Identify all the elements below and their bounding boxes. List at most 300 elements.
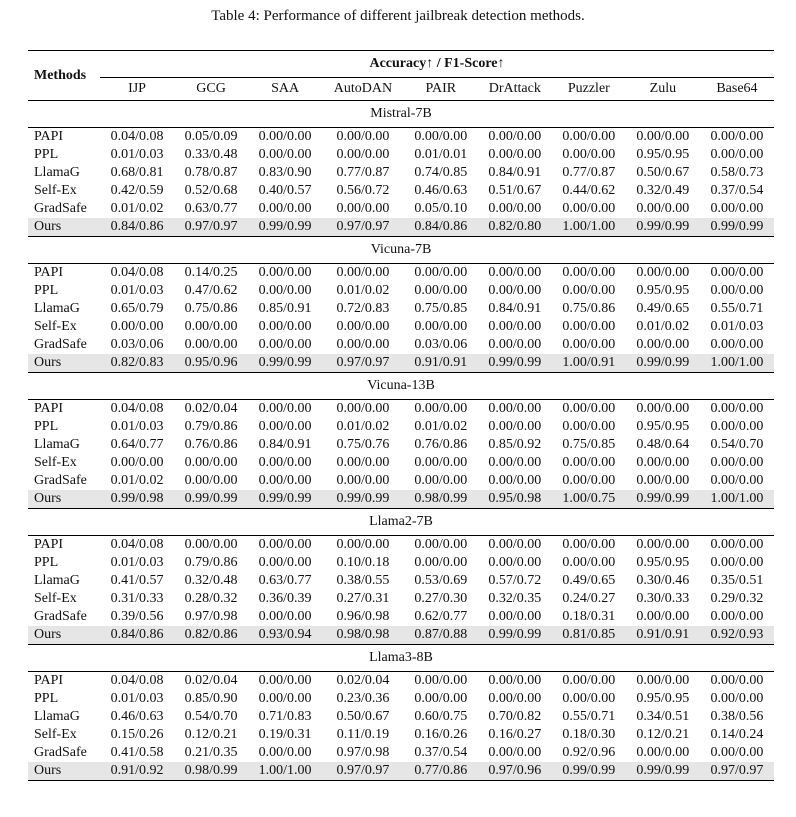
metric-cell: 0.84/0.91 (488, 165, 542, 180)
metric-cell: 1.00/0.91 (552, 354, 626, 373)
metric-cell: 0.00/0.00 (258, 691, 312, 706)
metric-cell: 0.00/0.00 (488, 537, 542, 552)
method-name: LlamaG (34, 437, 80, 452)
metric-cell: 0.52/0.68 (184, 183, 238, 198)
metric-cell: 0.00/0.00 (184, 537, 238, 552)
metric-cell: 0.79/0.86 (184, 555, 238, 570)
method-name: PPL (34, 419, 59, 434)
metric-cell: 0.00/0.00 (636, 609, 690, 624)
method-name: LlamaG (34, 709, 80, 724)
metric-cell: 0.84/0.86 (100, 218, 174, 237)
metric-cell: 0.96/0.98 (336, 609, 390, 624)
metric-cell: 0.02/0.04 (184, 673, 238, 688)
table-row (28, 690, 774, 708)
metric-cell: 0.05/0.10 (414, 201, 468, 216)
metric-cell: 0.00/0.00 (414, 555, 468, 570)
metric-cell: 0.00/0.00 (258, 283, 312, 298)
table-row (28, 146, 774, 164)
metric-cell: 0.00/0.00 (258, 609, 312, 624)
metric-cell: 0.01/0.03 (110, 691, 164, 706)
metric-cell: 0.46/0.63 (110, 709, 164, 724)
method-name: GradSafe (34, 745, 87, 760)
metric-cell: 0.77/0.87 (562, 165, 616, 180)
metric-cell: 0.99/0.99 (626, 218, 700, 237)
metric-cell: 0.00/0.00 (258, 537, 312, 552)
metric-cell: 0.97/0.98 (184, 609, 238, 624)
metric-cell: 0.00/0.00 (488, 401, 542, 416)
metric-cell: 0.99/0.99 (552, 762, 626, 781)
metric-cell: 0.99/0.99 (174, 490, 248, 509)
metric-cell: 0.99/0.99 (626, 762, 700, 781)
metric-cell: 0.32/0.49 (636, 183, 690, 198)
metric-cell: 0.00/0.00 (562, 283, 616, 298)
metric-cell: 0.99/0.99 (322, 490, 404, 509)
metric-cell: 0.85/0.90 (184, 691, 238, 706)
metric-cell: 0.00/0.00 (636, 455, 690, 470)
metric-cell: 0.38/0.56 (710, 709, 764, 724)
metric-cell: 0.70/0.82 (488, 709, 542, 724)
metric-cell: 0.82/0.80 (478, 218, 552, 237)
table-row (28, 264, 774, 283)
metric-cell: 0.00/0.00 (184, 319, 238, 334)
metric-cell: 0.18/0.31 (562, 609, 616, 624)
metric-cell: 0.00/0.00 (258, 673, 312, 688)
metric-cell: 0.95/0.95 (636, 147, 690, 162)
method-name: GradSafe (34, 609, 87, 624)
column-header: IJP (128, 81, 146, 96)
metric-cell: 0.00/0.00 (414, 129, 468, 144)
metric-cell: 0.85/0.92 (488, 437, 542, 452)
metric-cell: 0.11/0.19 (336, 727, 390, 742)
metric-cell: 0.00/0.00 (488, 609, 542, 624)
metric-cell: 0.76/0.86 (414, 437, 468, 452)
metric-cell: 0.97/0.97 (322, 218, 404, 237)
metric-cell: 0.00/0.00 (488, 283, 542, 298)
metric-cell: 0.98/0.98 (322, 626, 404, 645)
method-name: LlamaG (34, 165, 80, 180)
metric-cell: 0.98/0.99 (404, 490, 478, 509)
metric-cell: 0.00/0.00 (184, 337, 238, 352)
metric-cell: 0.00/0.00 (414, 401, 468, 416)
metric-cell: 0.36/0.39 (258, 591, 312, 606)
metric-cell: 0.00/0.00 (336, 401, 390, 416)
table-row (28, 182, 774, 200)
metric-header: Accuracy↑ / F1-Score↑ (100, 51, 774, 78)
metric-cell: 0.62/0.77 (414, 609, 468, 624)
table-row (28, 590, 774, 608)
metric-cell: 0.40/0.57 (258, 183, 312, 198)
metric-cell: 0.18/0.30 (562, 727, 616, 742)
method-name: PAPI (34, 537, 64, 552)
metric-cell: 0.00/0.00 (336, 201, 390, 216)
method-name: Self-Ex (34, 183, 77, 198)
method-name: PPL (34, 147, 59, 162)
metric-cell: 0.00/0.00 (562, 129, 616, 144)
table-row (28, 164, 774, 182)
metric-cell: 0.00/0.00 (414, 283, 468, 298)
table-row (28, 472, 774, 490)
metric-cell: 0.01/0.02 (336, 283, 390, 298)
metric-cell: 0.00/0.00 (636, 473, 690, 488)
metric-cell: 0.33/0.48 (184, 147, 238, 162)
table-row (28, 336, 774, 354)
metric-cell: 0.55/0.71 (562, 709, 616, 724)
metric-cell: 0.00/0.00 (636, 745, 690, 760)
metric-cell: 0.91/0.91 (626, 626, 700, 645)
metric-cell: 0.00/0.00 (636, 337, 690, 352)
metric-cell: 0.97/0.97 (700, 762, 774, 781)
metric-cell: 0.00/0.00 (562, 201, 616, 216)
metric-cell: 0.00/0.00 (488, 691, 542, 706)
metric-cell: 0.84/0.91 (258, 437, 312, 452)
metric-cell: 0.01/0.01 (414, 147, 468, 162)
metric-cell: 0.79/0.86 (184, 419, 238, 434)
metric-cell: 0.28/0.32 (184, 591, 238, 606)
metric-cell: 0.00/0.00 (562, 537, 616, 552)
table-row (28, 762, 774, 781)
metric-cell: 0.14/0.24 (710, 727, 764, 742)
metric-cell: 0.95/0.95 (636, 691, 690, 706)
metric-cell: 0.00/0.00 (336, 537, 390, 552)
method-name: Ours (28, 354, 100, 373)
metric-cell: 0.00/0.00 (710, 455, 764, 470)
metric-cell: 0.97/0.96 (478, 762, 552, 781)
metric-cell: 0.04/0.08 (110, 129, 164, 144)
metric-cell: 0.75/0.85 (562, 437, 616, 452)
metric-cell: 0.00/0.00 (258, 319, 312, 334)
metric-cell: 0.00/0.00 (488, 129, 542, 144)
metric-cell: 0.00/0.00 (562, 337, 616, 352)
metric-cell: 0.04/0.08 (110, 401, 164, 416)
metric-cell: 0.50/0.67 (336, 709, 390, 724)
metric-cell: 0.00/0.00 (562, 555, 616, 570)
metric-cell: 0.00/0.00 (414, 455, 468, 470)
metric-cell: 0.05/0.09 (184, 129, 238, 144)
metric-cell: 0.00/0.00 (710, 265, 764, 280)
table-row (28, 726, 774, 744)
metric-cell: 0.82/0.86 (174, 626, 248, 645)
metric-cell: 0.00/0.00 (258, 555, 312, 570)
metric-cell: 0.01/0.02 (336, 419, 390, 434)
metric-cell: 0.99/0.99 (626, 490, 700, 509)
table-row (28, 708, 774, 726)
metric-cell: 0.00/0.00 (710, 609, 764, 624)
metric-cell: 0.99/0.99 (478, 626, 552, 645)
metric-cell: 0.99/0.99 (478, 354, 552, 373)
metric-cell: 0.12/0.21 (184, 727, 238, 742)
metric-cell: 0.39/0.56 (110, 609, 164, 624)
metric-cell: 0.77/0.86 (404, 762, 478, 781)
metric-cell: 0.01/0.03 (110, 419, 164, 434)
metric-cell: 1.00/0.75 (552, 490, 626, 509)
metric-cell: 0.00/0.00 (258, 419, 312, 434)
metric-cell: 0.99/0.98 (100, 490, 174, 509)
metric-cell: 0.74/0.85 (414, 165, 468, 180)
column-header: DrAttack (488, 81, 541, 96)
method-name: Ours (28, 490, 100, 509)
metric-cell: 0.00/0.00 (488, 473, 542, 488)
metric-cell: 0.98/0.99 (174, 762, 248, 781)
metric-cell: 0.63/0.77 (184, 201, 238, 216)
column-header: Zulu (649, 81, 677, 96)
metric-cell: 0.37/0.54 (710, 183, 764, 198)
metric-cell: 0.27/0.31 (336, 591, 390, 606)
metric-cell: 0.01/0.03 (110, 555, 164, 570)
method-name: GradSafe (34, 201, 87, 216)
metric-cell: 0.68/0.81 (110, 165, 164, 180)
metric-cell: 0.47/0.62 (184, 283, 238, 298)
table-row (28, 300, 774, 318)
metric-cell: 0.00/0.00 (710, 201, 764, 216)
section-header-model: Mistral-7B (28, 101, 774, 128)
metric-cell: 0.95/0.98 (478, 490, 552, 509)
column-header: PAIR (425, 81, 457, 96)
metric-cell: 0.34/0.51 (636, 709, 690, 724)
metric-cell: 0.75/0.85 (414, 301, 468, 316)
table-row (28, 354, 774, 373)
metric-cell: 0.00/0.00 (336, 147, 390, 162)
metric-cell: 0.54/0.70 (184, 709, 238, 724)
method-name: PAPI (34, 401, 64, 416)
metric-cell: 0.16/0.27 (488, 727, 542, 742)
metric-cell: 0.00/0.00 (258, 337, 312, 352)
metric-cell: 0.00/0.00 (636, 265, 690, 280)
metric-cell: 0.03/0.06 (110, 337, 164, 352)
section-header-model: Vicuna-7B (28, 237, 774, 264)
metric-cell: 0.95/0.95 (636, 283, 690, 298)
method-name: PPL (34, 691, 59, 706)
method-name: Self-Ex (34, 455, 77, 470)
metric-cell: 1.00/1.00 (700, 490, 774, 509)
metric-cell: 0.00/0.00 (562, 401, 616, 416)
metric-cell: 0.12/0.21 (636, 727, 690, 742)
metric-cell: 0.95/0.95 (636, 419, 690, 434)
metric-cell: 0.95/0.96 (174, 354, 248, 373)
metric-cell: 0.04/0.08 (110, 673, 164, 688)
method-name: Ours (28, 218, 100, 237)
metric-cell: 0.00/0.00 (110, 319, 164, 334)
metric-cell: 0.23/0.36 (336, 691, 390, 706)
method-name: Self-Ex (34, 591, 77, 606)
metric-cell: 0.31/0.33 (110, 591, 164, 606)
metric-cell: 0.19/0.31 (258, 727, 312, 742)
metric-cell: 0.00/0.00 (562, 455, 616, 470)
metric-cell: 0.00/0.00 (184, 473, 238, 488)
table-row (28, 436, 774, 454)
metric-cell: 0.00/0.00 (414, 691, 468, 706)
column-header: Base64 (716, 81, 758, 96)
metric-cell: 0.84/0.91 (488, 301, 542, 316)
table-row (28, 282, 774, 300)
metric-cell: 0.29/0.32 (710, 591, 764, 606)
metric-cell: 0.00/0.00 (414, 319, 468, 334)
metric-cell: 0.01/0.02 (414, 419, 468, 434)
metric-cell: 0.00/0.00 (710, 419, 764, 434)
metric-cell: 0.48/0.64 (636, 437, 690, 452)
metric-cell: 0.00/0.00 (710, 473, 764, 488)
metric-cell: 0.00/0.00 (258, 745, 312, 760)
metric-cell: 0.00/0.00 (258, 401, 312, 416)
metric-cell: 0.97/0.97 (322, 354, 404, 373)
metric-cell: 0.50/0.67 (636, 165, 690, 180)
metric-cell: 0.56/0.72 (336, 183, 390, 198)
metric-cell: 0.04/0.08 (110, 265, 164, 280)
metric-cell: 0.53/0.69 (414, 573, 468, 588)
metric-cell: 0.00/0.00 (414, 673, 468, 688)
section-header-model: Vicuna-13B (28, 373, 774, 400)
metric-cell: 0.00/0.00 (562, 265, 616, 280)
metric-cell: 0.93/0.94 (248, 626, 322, 645)
table-row (28, 128, 774, 147)
metric-cell: 0.51/0.67 (488, 183, 542, 198)
metric-cell: 0.00/0.00 (258, 129, 312, 144)
metric-cell: 0.38/0.55 (336, 573, 390, 588)
metric-cell: 0.41/0.58 (110, 745, 164, 760)
metric-cell: 0.75/0.76 (336, 437, 390, 452)
metric-cell: 0.30/0.33 (636, 591, 690, 606)
metric-cell: 0.54/0.70 (710, 437, 764, 452)
metric-cell: 0.14/0.25 (184, 265, 238, 280)
method-name: PAPI (34, 673, 64, 688)
column-header: Puzzler (567, 81, 610, 96)
metric-cell: 0.00/0.00 (488, 745, 542, 760)
metric-cell: 0.99/0.99 (626, 354, 700, 373)
metric-cell: 0.27/0.30 (414, 591, 468, 606)
metric-cell: 0.35/0.51 (710, 573, 764, 588)
column-header: GCG (196, 81, 226, 96)
metric-cell: 0.42/0.59 (110, 183, 164, 198)
table-row (28, 672, 774, 691)
results-table (28, 50, 774, 781)
metric-cell: 0.00/0.00 (562, 473, 616, 488)
section-header-model: Llama2-7B (28, 509, 774, 536)
metric-cell: 1.00/1.00 (552, 218, 626, 237)
column-header: AutoDAN (333, 81, 393, 96)
metric-cell: 0.99/0.99 (248, 490, 322, 509)
section-header-model: Llama3-8B (28, 645, 774, 672)
methods-header: Methods (34, 67, 87, 83)
metric-cell: 0.00/0.00 (710, 129, 764, 144)
metric-cell: 0.04/0.08 (110, 537, 164, 552)
metric-cell: 0.57/0.72 (488, 573, 542, 588)
metric-cell: 0.02/0.04 (336, 673, 390, 688)
method-name: LlamaG (34, 573, 80, 588)
metric-cell: 0.24/0.27 (562, 591, 616, 606)
metric-cell: 0.77/0.87 (336, 165, 390, 180)
metric-cell: 0.00/0.00 (336, 337, 390, 352)
metric-cell: 0.64/0.77 (110, 437, 164, 452)
metric-cell: 0.10/0.18 (336, 555, 390, 570)
metric-cell: 0.00/0.00 (488, 319, 542, 334)
method-name: PPL (34, 555, 59, 570)
metric-cell: 0.00/0.00 (414, 473, 468, 488)
metric-cell: 0.91/0.92 (100, 762, 174, 781)
table-row (28, 400, 774, 419)
metric-cell: 0.32/0.48 (184, 573, 238, 588)
metric-cell: 0.63/0.77 (258, 573, 312, 588)
metric-cell: 0.00/0.00 (258, 473, 312, 488)
metric-cell: 0.41/0.57 (110, 573, 164, 588)
metric-cell: 0.78/0.87 (184, 165, 238, 180)
metric-cell: 0.60/0.75 (414, 709, 468, 724)
metric-cell: 0.49/0.65 (636, 301, 690, 316)
metric-cell: 0.46/0.63 (414, 183, 468, 198)
metric-cell: 0.00/0.00 (636, 537, 690, 552)
metric-cell: 0.00/0.00 (710, 337, 764, 352)
table-row (28, 536, 774, 555)
metric-cell: 0.55/0.71 (710, 301, 764, 316)
metric-cell: 0.99/0.99 (248, 354, 322, 373)
metric-cell: 0.00/0.00 (336, 455, 390, 470)
metric-cell: 0.03/0.06 (414, 337, 468, 352)
column-header: SAA (271, 81, 300, 96)
table-row (28, 318, 774, 336)
table-caption: Table 4: Performance of different jailbreak detection methods. (211, 8, 585, 24)
method-name: Self-Ex (34, 319, 77, 334)
metric-cell: 0.00/0.00 (258, 455, 312, 470)
metric-cell: 0.97/0.97 (174, 218, 248, 237)
method-name: GradSafe (34, 473, 87, 488)
metric-cell: 0.00/0.00 (488, 673, 542, 688)
table-row (28, 626, 774, 645)
method-name: PAPI (34, 129, 64, 144)
metric-cell: 0.44/0.62 (562, 183, 616, 198)
metric-cell: 0.00/0.00 (488, 555, 542, 570)
method-name: Ours (28, 626, 100, 645)
metric-cell: 0.37/0.54 (414, 745, 468, 760)
metric-cell: 0.65/0.79 (110, 301, 164, 316)
metric-cell: 0.76/0.86 (184, 437, 238, 452)
method-name: GradSafe (34, 337, 87, 352)
method-name: PAPI (34, 265, 64, 280)
table-row (28, 744, 774, 762)
metric-cell: 0.58/0.73 (710, 165, 764, 180)
metric-cell: 0.01/0.02 (636, 319, 690, 334)
metric-cell: 0.00/0.00 (562, 419, 616, 434)
metric-cell: 0.00/0.00 (710, 673, 764, 688)
metric-cell: 0.00/0.00 (636, 401, 690, 416)
metric-cell: 1.00/1.00 (700, 354, 774, 373)
metric-cell: 0.00/0.00 (710, 401, 764, 416)
method-name: PPL (34, 283, 59, 298)
metric-cell: 0.01/0.03 (110, 283, 164, 298)
method-name: Ours (28, 762, 100, 781)
table-row (28, 490, 774, 509)
method-name: Self-Ex (34, 727, 77, 742)
metric-cell: 0.00/0.00 (710, 745, 764, 760)
metric-cell: 0.00/0.00 (414, 265, 468, 280)
metric-cell: 0.02/0.04 (184, 401, 238, 416)
metric-cell: 0.91/0.91 (404, 354, 478, 373)
metric-cell: 0.92/0.93 (700, 626, 774, 645)
metric-cell: 0.00/0.00 (336, 129, 390, 144)
metric-cell: 0.32/0.35 (488, 591, 542, 606)
metric-cell: 0.71/0.83 (258, 709, 312, 724)
metric-cell: 0.99/0.99 (700, 218, 774, 237)
metric-cell: 0.75/0.86 (184, 301, 238, 316)
metric-cell: 0.00/0.00 (414, 537, 468, 552)
metric-cell: 0.75/0.86 (562, 301, 616, 316)
table-row (28, 554, 774, 572)
metric-cell: 0.81/0.85 (552, 626, 626, 645)
metric-cell: 0.16/0.26 (414, 727, 468, 742)
metric-cell: 0.00/0.00 (184, 455, 238, 470)
metric-cell: 0.87/0.88 (404, 626, 478, 645)
metric-cell: 0.00/0.00 (562, 319, 616, 334)
metric-cell: 0.00/0.00 (636, 201, 690, 216)
metric-cell: 0.00/0.00 (488, 419, 542, 434)
metric-cell: 0.49/0.65 (562, 573, 616, 588)
